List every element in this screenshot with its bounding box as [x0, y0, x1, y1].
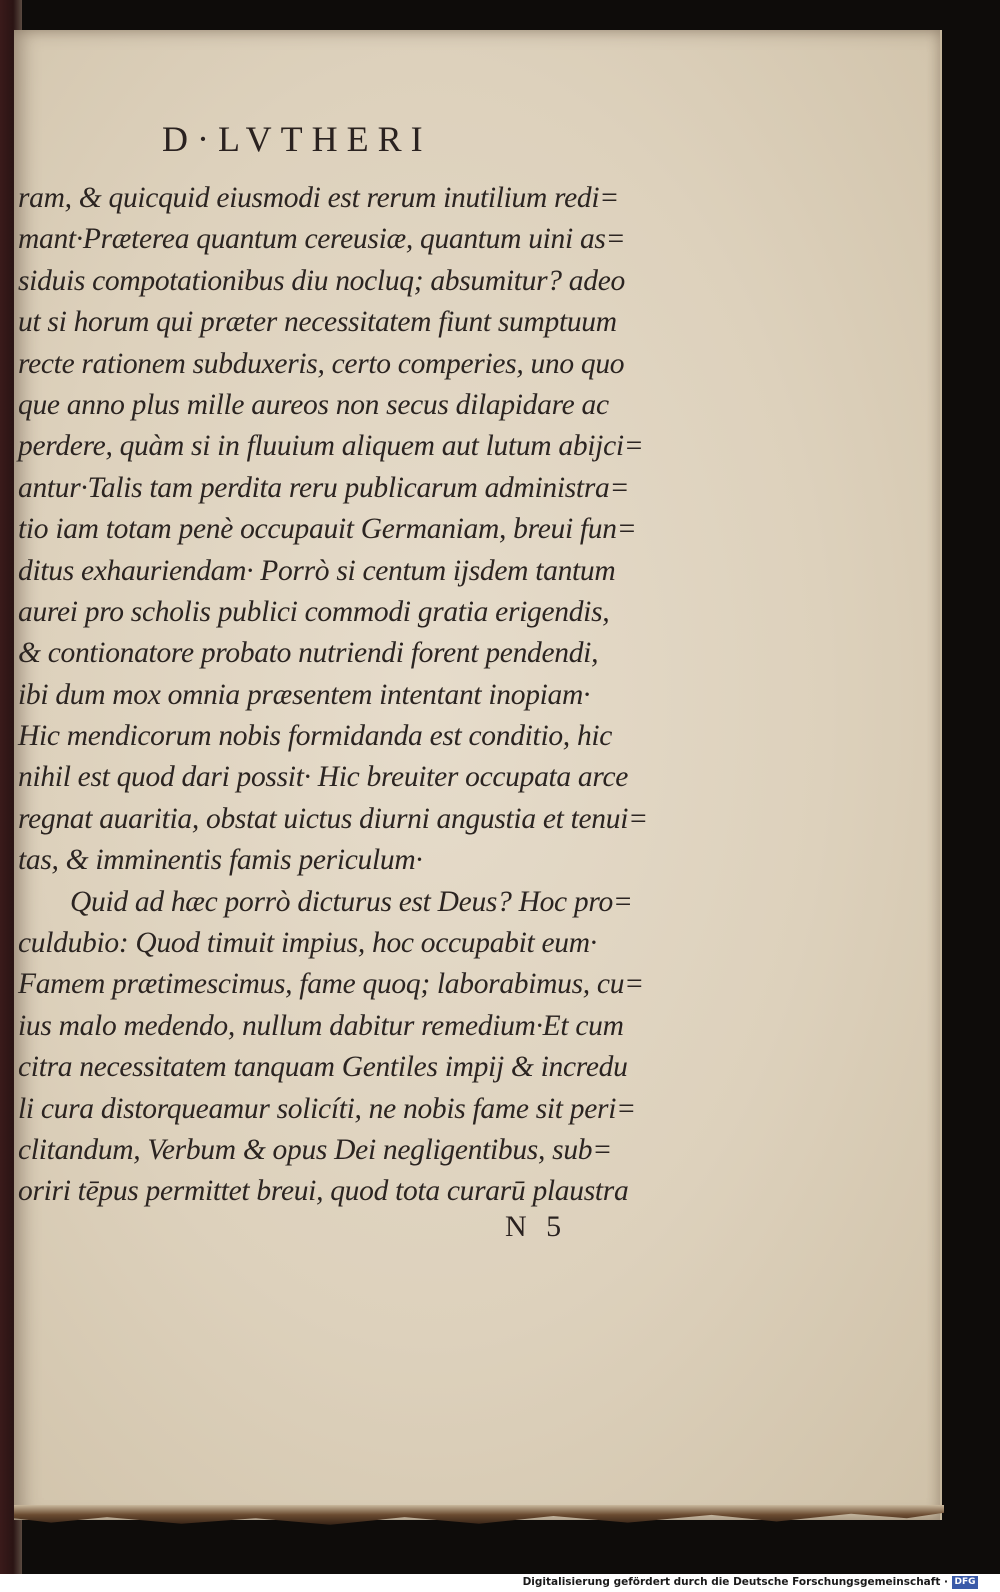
text-line: culdubio: Quod timuit impius, hoc occupabit eum·: [18, 927, 597, 960]
text-line: que anno plus mille aureos non secus dilapidare ac: [18, 388, 609, 421]
text-line: ditus exhauriendam· Porrò si centum ijsdem tantum: [18, 554, 616, 587]
text-line: Quid ad hæc porrò dicturus est Deus? Hoc pro=: [70, 885, 633, 918]
text-line: aurei pro scholis publici commodi gratia erigendis,: [18, 595, 610, 628]
dfg-logo: DFG: [952, 1576, 978, 1589]
text-line: oriri tēpus permittet breui, quod tota curarū plaustra: [18, 1175, 629, 1208]
text-line: clitandum, Verbum & opus Dei negligentibus, sub=: [18, 1133, 612, 1166]
text-line: & contionatore probato nutriendi forent pendendi,: [18, 637, 599, 670]
text-line: Famem prætimescimus, fame quoq; laborabimus, cu=: [18, 968, 644, 1001]
text-line: perdere, quàm si in fluuium aliquem aut lutum abijci=: [18, 430, 644, 463]
text-line: citra necessitatem tanquam Gentiles impij & incredu: [18, 1051, 628, 1084]
body-text: [18, 178, 658, 1213]
text-line: siduis compotationibus diu nocluq; absumitur? adeo: [18, 264, 625, 297]
text-line: li cura distorqueamur solicíti, ne nobis fame sit peri=: [18, 1092, 636, 1125]
signature-mark: N 5: [505, 1210, 568, 1243]
funding-credit: Digitalisierung gefördert durch die Deutsche Forschungsgemeinschaft ·: [522, 1576, 948, 1588]
text-line: nihil est quod dari possit· Hic breuiter occupata arce: [18, 761, 629, 794]
text-line: ius malo medendo, nullum dabitur remedium·Et cum: [18, 1009, 624, 1042]
text-line: tio iam totam penè occupauit Germaniam, breui fun=: [18, 513, 637, 546]
text-line: ibi dum mox omnia præsentem intentant inopiam·: [18, 678, 591, 711]
text-line: Hic mendicorum nobis formidanda est conditio, hic: [18, 720, 613, 753]
text-line: ut si horum qui præter necessitatem fiunt sumptuum: [18, 306, 617, 339]
text-line: mant·Præterea quantum cereusiæ, quantum uini as=: [18, 223, 626, 256]
text-line: tas, & imminentis famis periculum·: [18, 844, 423, 877]
text-line: regnat auaritia, obstat uictus diurni angustia et tenui=: [18, 802, 648, 835]
running-head: D·LVTHERI: [162, 119, 432, 159]
text-line: ram, & quicquid eiusmodi est rerum inutilium redi=: [18, 182, 619, 214]
text-line: antur·Talis tam perdita reru publicarum administra=: [18, 471, 630, 504]
text-line: recte rationem subduxeris, certo comperies, uno quo: [18, 347, 625, 380]
